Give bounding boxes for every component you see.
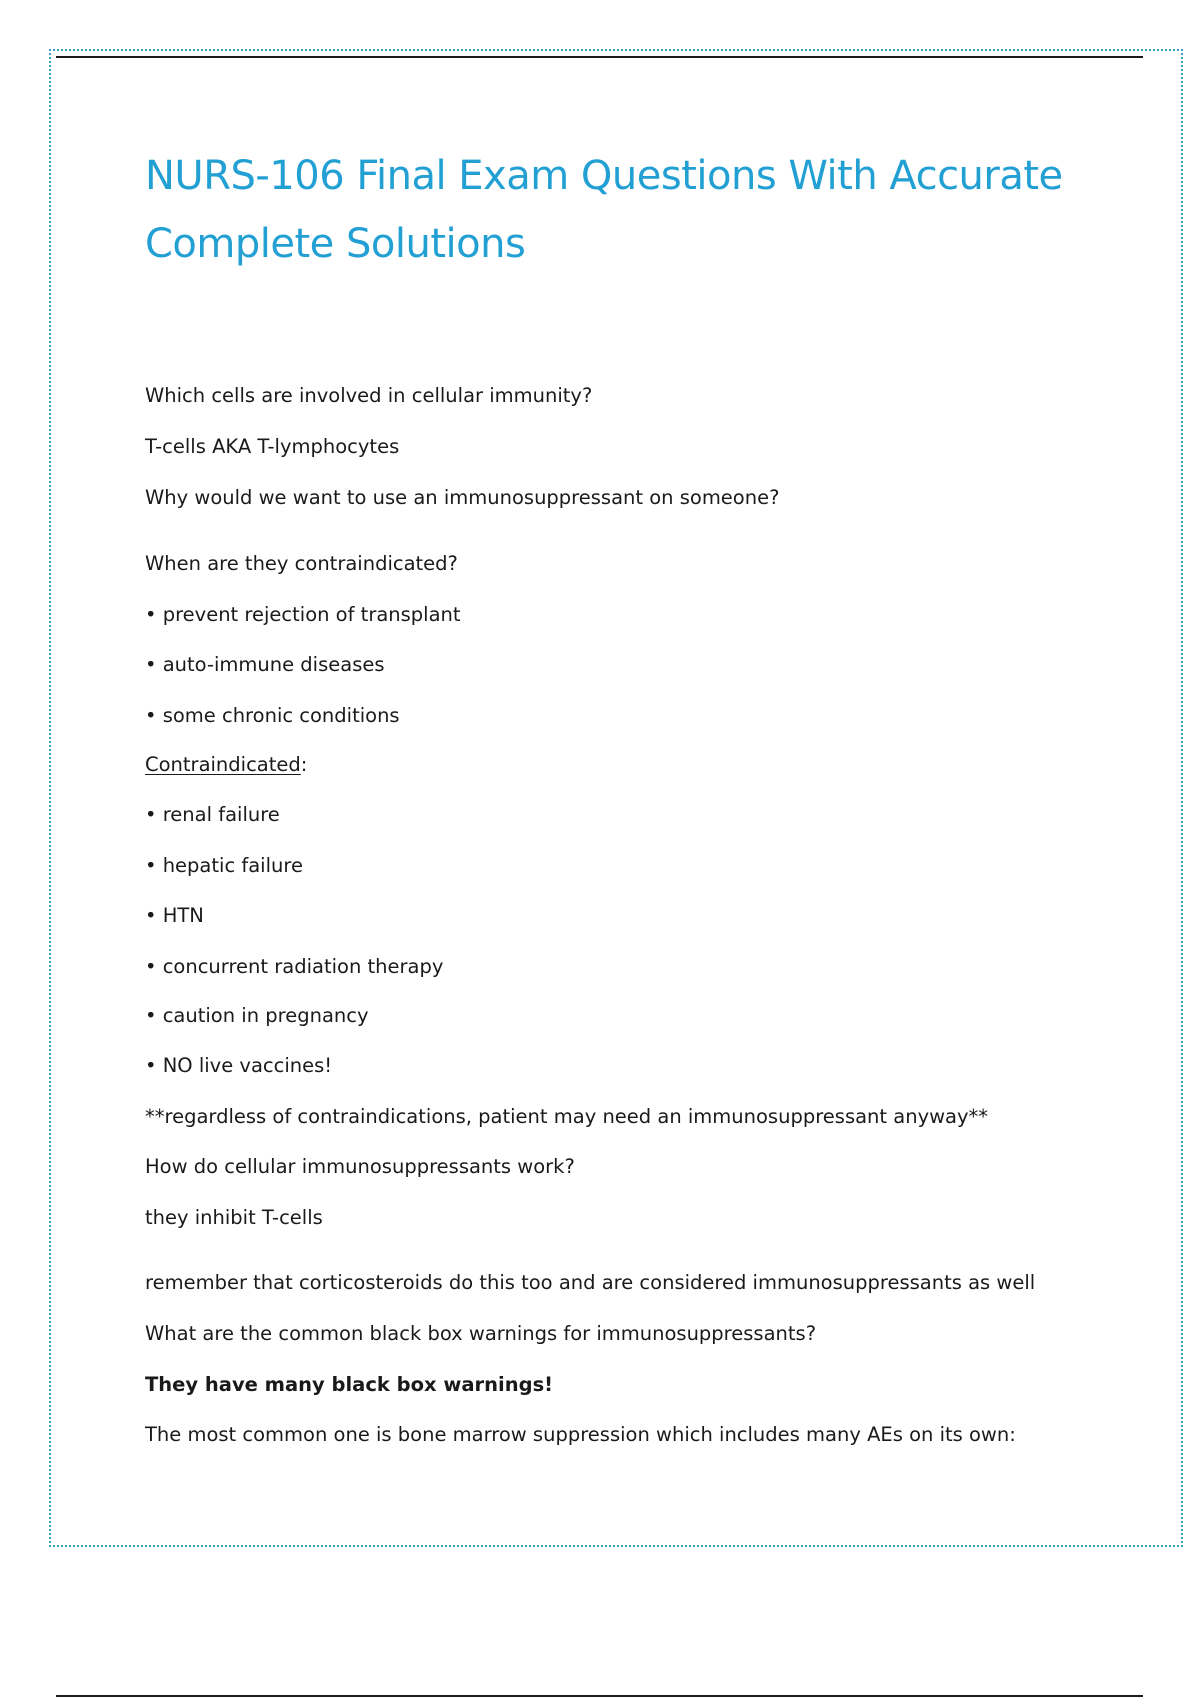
bullet-item: • hepatic failure (145, 854, 303, 877)
document-title: NURS-106 Final Exam Questions With Accurate Complete Solutions (145, 153, 1063, 267)
question-text: When are they contraindicated? (145, 552, 458, 575)
question-text: Why would we want to use an immunosuppressant on someone? (145, 486, 780, 509)
question-text: Which cells are involved in cellular immunity? (145, 384, 593, 407)
contraindicated-label: Contraindicated (145, 753, 301, 776)
bullet-item: • auto-immune diseases (145, 653, 385, 676)
question-text: What are the common black box warnings for immunosuppressants? (145, 1322, 817, 1345)
note-text: **regardless of contraindications, patient may need an immunosuppressant anyway** (145, 1105, 989, 1128)
answer-text: they inhibit T-cells (145, 1206, 323, 1229)
label-colon: : (300, 753, 308, 776)
footer-rule (56, 1695, 1143, 1697)
answer-text: T-cells AKA T-lymphocytes (145, 435, 400, 458)
bullet-item: • concurrent radiation therapy (145, 955, 444, 978)
question-text: How do cellular immunosuppressants work? (145, 1155, 575, 1178)
answer-text: The most common one is bone marrow suppression which includes many AEs on its own: (145, 1423, 1016, 1446)
answer-text: remember that corticosteroids do this too and are considered immunosuppressants as well (145, 1271, 1036, 1294)
header-rule (56, 56, 1143, 58)
bullet-item: • NO live vaccines! (145, 1054, 333, 1077)
section-label (145, 752, 307, 778)
bullet-item: • some chronic conditions (145, 704, 400, 727)
emphasis-text: They have many black box warnings! (145, 1373, 554, 1396)
bullet-item: • HTN (145, 904, 204, 927)
bullet-item: • caution in pregnancy (145, 1004, 369, 1027)
bullet-item: • prevent rejection of transplant (145, 603, 461, 626)
bullet-item: • renal failure (145, 803, 280, 826)
